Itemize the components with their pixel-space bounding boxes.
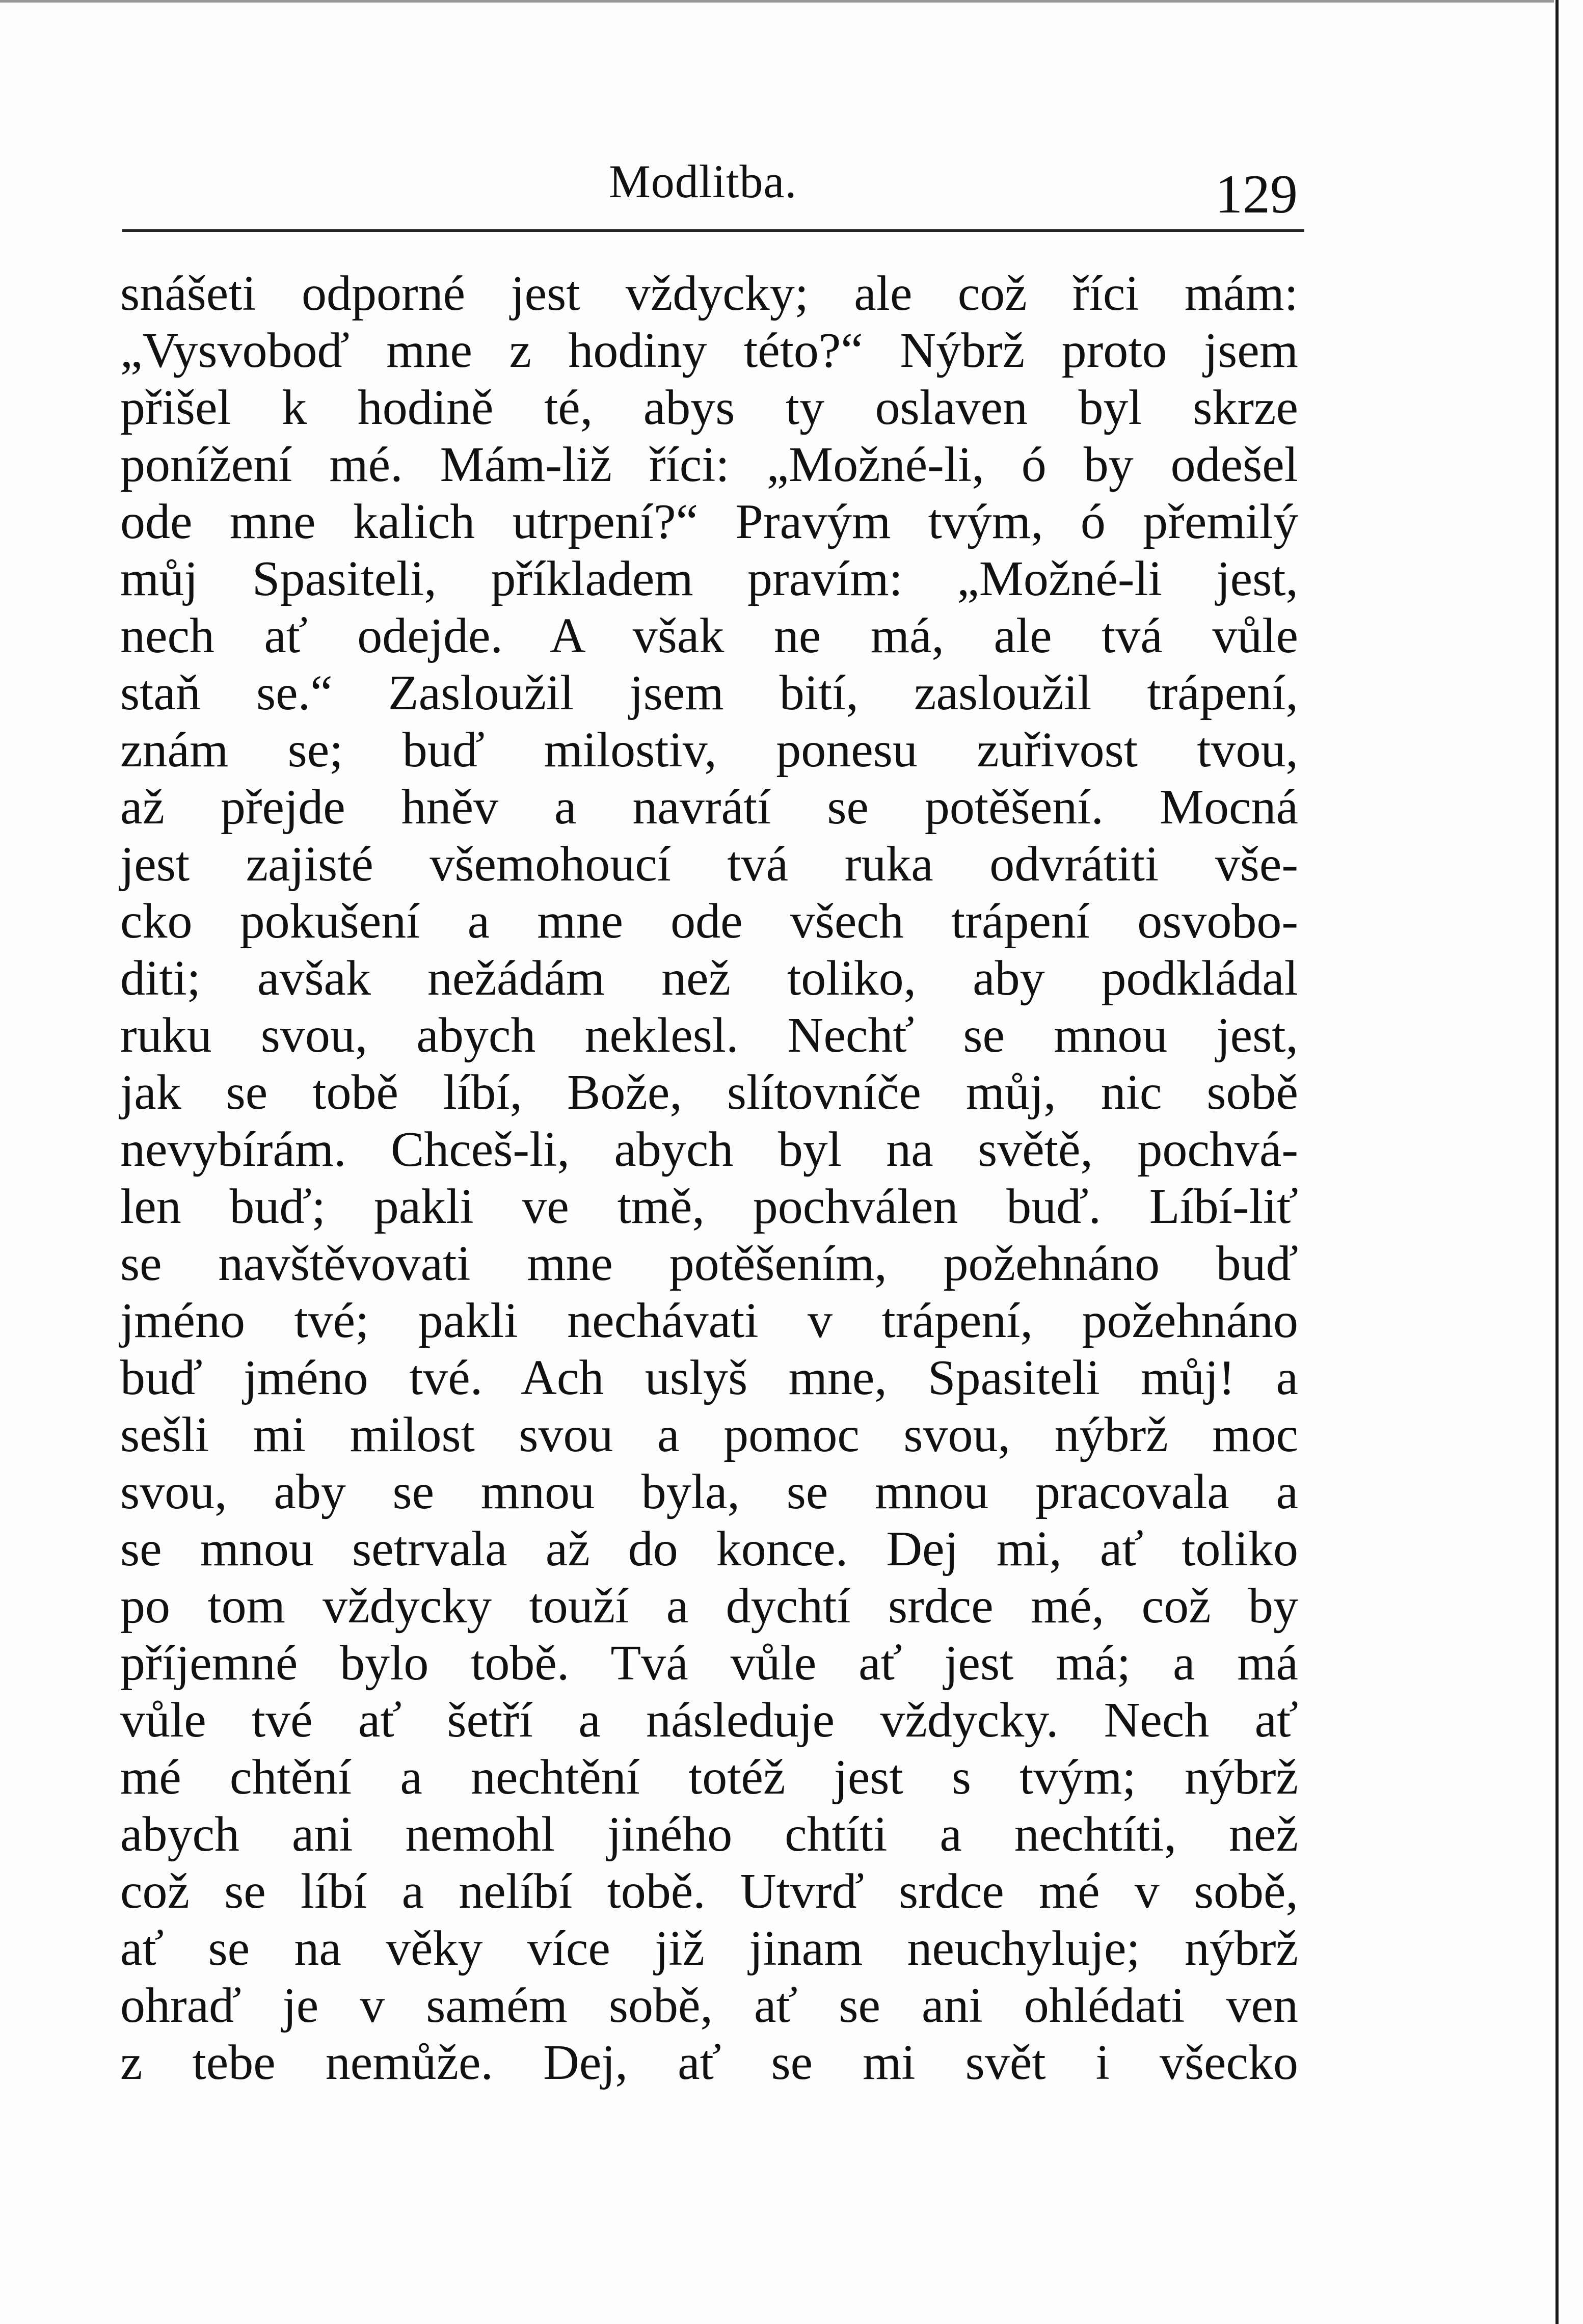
- text-line: cko pokušení a mne ode všech trápení osvobo-: [120, 894, 1298, 949]
- text-line: ať se na věky více již jinam neuchyluje; nýbrž: [120, 1921, 1298, 1976]
- body-text: [120, 265, 1298, 2091]
- text-line: příjemné bylo tobě. Tvá vůle ať jest má; a má: [120, 1636, 1298, 1691]
- page-right-edge: [1555, 0, 1559, 2324]
- text-line: jak se tobě líbí, Bože, slítovníče můj, nic sobě: [120, 1065, 1298, 1120]
- page-top-edge: [0, 0, 1554, 3]
- text-line: buď jméno tvé. Ach uslyš mne, Spasiteli můj! a: [120, 1350, 1298, 1405]
- text-line: jest zajisté všemohoucí tvá ruka odvrátiti vše-: [120, 837, 1298, 892]
- text-line: svou, aby se mnou byla, se mnou pracovala a: [120, 1464, 1298, 1519]
- text-line: mé chtění a nechtění totéž jest s tvým; nýbrž: [120, 1750, 1298, 1805]
- text-line: jméno tvé; pakli nechávati v trápení, požehnáno: [120, 1293, 1298, 1348]
- text-line: z tebe nemůže. Dej, ať se mi svět i všecko: [120, 2035, 1298, 2090]
- text-line: „Vysvoboď mne z hodiny této?“ Nýbrž proto jsem: [120, 323, 1298, 378]
- text-line: staň se.“ Zasloužil jsem bití, zasloužil trápení,: [120, 665, 1298, 720]
- text-line: sešli mi milost svou a pomoc svou, nýbrž moc: [120, 1407, 1298, 1462]
- text-line: diti; avšak nežádám než toliko, aby podkládal: [120, 951, 1298, 1006]
- text-line: abych ani nemohl jiného chtíti a nechtíti, než: [120, 1807, 1298, 1862]
- text-line: vůle tvé ať šetří a následuje vždycky. Nech ať: [120, 1693, 1298, 1748]
- text-line: se mnou setrvala až do konce. Dej mi, ať toliko: [120, 1521, 1298, 1577]
- text-line: ode mne kalich utrpení?“ Pravým tvým, ó přemilý: [120, 494, 1298, 549]
- text-line: snášeti odporné jest vždycky; ale což říci mám:: [120, 266, 1298, 321]
- header-rule: [122, 229, 1304, 232]
- text-line: ohraď je v samém sobě, ať se ani ohlédati ven: [120, 1978, 1298, 2033]
- running-head: Modlitba.: [609, 155, 797, 207]
- text-line: přišel k hodině té, abys ty oslaven byl skrze: [120, 380, 1298, 435]
- page-number: 129: [1215, 164, 1298, 225]
- text-line: po tom vždycky touží a dychtí srdce mé, což by: [120, 1579, 1298, 1634]
- text-line: len buď; pakli ve tmě, pochválen buď. Líbí-liť: [120, 1179, 1298, 1234]
- text-line: ponížení mé. Mám-liž říci: „Možné-li, ó by odešel: [120, 437, 1298, 492]
- text-line: můj Spasiteli, příkladem pravím: „Možné-li jest,: [120, 551, 1298, 606]
- text-line: se navštěvovati mne potěšením, požehnáno buď: [120, 1236, 1298, 1291]
- text-line: nevybírám. Chceš-li, abych byl na světě, pochvá-: [120, 1122, 1298, 1177]
- text-line: nech ať odejde. A však ne má, ale tvá vůle: [120, 608, 1298, 663]
- text-line: což se líbí a nelíbí tobě. Utvrď srdce mé v sobě,: [120, 1864, 1298, 1919]
- text-line: ruku svou, abych neklesl. Nechť se mnou jest,: [120, 1008, 1298, 1063]
- text-line: znám se; buď milostiv, ponesu zuřivost tvou,: [120, 723, 1298, 778]
- text-line: až přejde hněv a navrátí se potěšení. Mocná: [120, 780, 1298, 835]
